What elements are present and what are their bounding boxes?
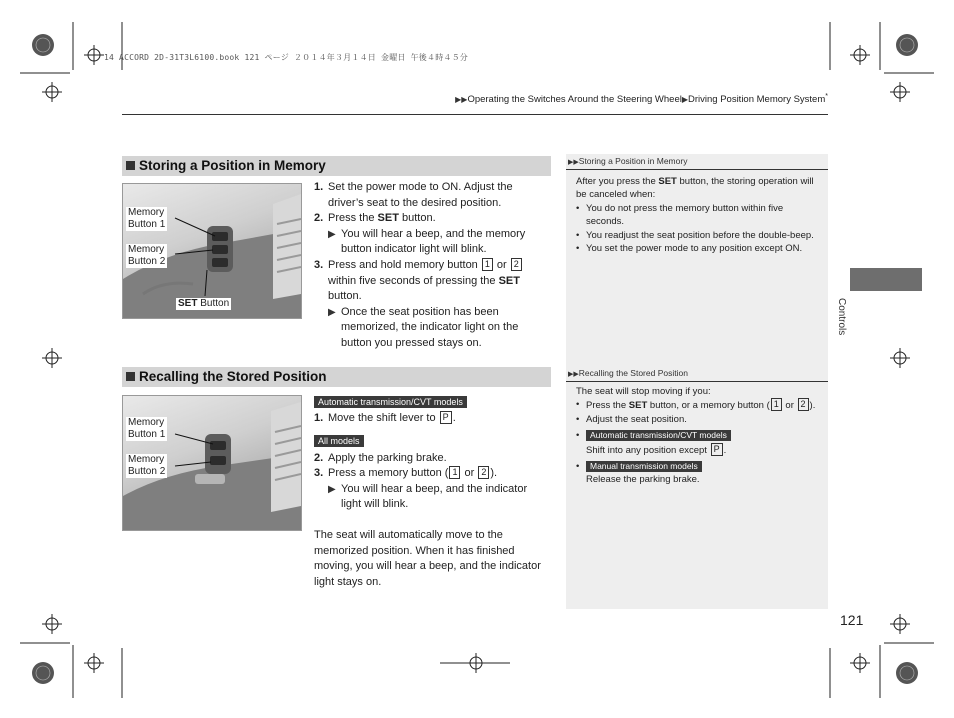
header-rule	[122, 114, 828, 115]
heading-text: Storing a Position in Memory	[139, 158, 326, 173]
breadcrumb-item[interactable]: Driving Position Memory System	[688, 94, 826, 106]
set-bold: SET	[498, 274, 520, 287]
note-bullet: • Adjust the seat position.	[576, 413, 818, 426]
memory-button-1-label: Memory Button 1	[128, 417, 166, 440]
sub-text: You will hear a beep, and the memory button indicator light will blink.	[341, 227, 526, 256]
note-bullet	[576, 460, 818, 487]
set-rest: Button	[197, 298, 230, 309]
note-text: .	[723, 444, 727, 456]
sub-text: You will hear a beep, and the indicator light will blink.	[341, 482, 528, 511]
step-2	[314, 211, 548, 227]
chapter-tab-label: Controls	[836, 298, 847, 336]
step-1	[314, 411, 548, 427]
step-text: ).	[490, 467, 498, 480]
sub-text: Once the seat position has been memorized, the indicator light on the button you pressed stays on.	[341, 305, 519, 349]
memory-button-2-label: Memory Button 2	[128, 454, 166, 477]
recall-paragraph: The seat will automatically move to the memorized position. When it has finished moving, you will hear a beep, and the indicator light stays on.	[314, 528, 541, 588]
arrow-icon: ▶	[328, 483, 336, 495]
model-badge: Automatic transmission/CVT models	[586, 430, 731, 441]
step-text: Move the shift lever to	[328, 412, 439, 424]
step-text: Set the power mode to ON. Adjust the driver’s seat to the desired position.	[328, 181, 513, 209]
note-text: button, or a memory button (	[647, 400, 770, 412]
step-3	[314, 258, 548, 305]
double-arrow-icon: ▶▶	[568, 159, 579, 166]
page-number: 121	[840, 612, 864, 628]
note-intro: The seat will stop moving if you:	[576, 386, 711, 397]
note-text: Release the parking brake.	[586, 474, 700, 486]
key-1-icon: 1	[771, 398, 782, 411]
set-bold: SET	[628, 400, 648, 412]
step-number: 2.	[314, 212, 324, 225]
model-badge: Manual transmission models	[586, 461, 702, 472]
note-body	[566, 170, 828, 255]
step-text: Press a memory button (	[328, 467, 449, 480]
step-3	[314, 466, 548, 482]
set-button-label	[176, 298, 231, 310]
step-text: Apply the parking brake.	[328, 451, 447, 464]
arrow-icon: ▶	[328, 306, 336, 318]
note-storing	[566, 156, 828, 255]
step-text: button.	[328, 290, 362, 303]
note-title-text: Storing a Position in Memory	[578, 156, 688, 166]
note-bullet	[576, 398, 818, 412]
print-info: 14 ACCORD 2D-31T3L6100.book 121 ページ ２０１４年３月１４日 金曜日 午後４時４５分	[104, 53, 469, 62]
key-1-icon: 1	[482, 258, 493, 271]
breadcrumb-item[interactable]: Operating the Switches Around the Steering Wheel	[467, 94, 682, 106]
set-bold: SET	[658, 176, 677, 187]
arrow-icon: ▶	[328, 228, 336, 240]
memory-button-1-label: Memory Button 1	[128, 207, 166, 230]
model-badge: Automatic transmission/CVT models	[314, 396, 467, 408]
breadcrumb	[455, 93, 828, 105]
note-body	[566, 382, 828, 487]
step-number: 3.	[314, 467, 324, 480]
note-text: button, the storing operation will be canceled when:	[576, 176, 814, 201]
step-text: .	[452, 412, 456, 424]
key-2-icon: 2	[511, 258, 522, 271]
note-text: or	[782, 400, 794, 412]
note-title	[566, 156, 828, 166]
note-bullet	[576, 429, 818, 457]
step-2	[314, 451, 548, 467]
note-bullet: • You do not press the memory button within five seconds.	[576, 202, 818, 229]
step-1	[314, 180, 548, 211]
step-text: Press and hold memory button	[328, 258, 481, 271]
note-title-text: Recalling the Stored Position	[578, 368, 688, 378]
step-number: 2.	[314, 451, 324, 464]
model-badge: All models	[314, 435, 364, 447]
step-text: or	[461, 467, 478, 480]
square-bullet-icon	[126, 161, 135, 170]
step-number: 3.	[314, 258, 324, 271]
footnote-mark: *	[825, 93, 828, 100]
key-2-icon: 2	[478, 466, 489, 479]
note-intro	[576, 175, 818, 202]
note-title	[566, 368, 828, 378]
note-text: ).	[809, 400, 816, 412]
key-p-icon: P	[440, 411, 452, 424]
double-arrow-icon: ▶▶	[568, 371, 579, 378]
set-bold: SET	[178, 298, 198, 309]
step-text: or	[493, 258, 510, 271]
note-text: Press the	[586, 400, 629, 412]
note-text: Shift into any position except	[586, 444, 710, 456]
key-1-icon: 1	[449, 466, 460, 479]
step-3-sub	[314, 482, 548, 513]
step-2-sub	[314, 227, 548, 258]
square-bullet-icon	[126, 372, 135, 381]
section-heading-recalling	[122, 367, 551, 387]
step-number: 1.	[314, 412, 324, 424]
step-text: within five seconds of pressing the	[328, 274, 499, 287]
recalling-steps	[314, 392, 548, 590]
arrow-icon: ▶	[681, 95, 688, 105]
double-arrow-icon: ▶▶	[455, 95, 468, 105]
chapter-tab[interactable]	[850, 268, 922, 291]
note-bullet: • You set the power mode to any position except ON.	[576, 242, 818, 255]
step-text: button.	[398, 212, 436, 225]
note-bullet: • You readjust the seat position before the double-beep.	[576, 229, 818, 242]
note-text: After you press the	[576, 176, 659, 187]
heading-text: Recalling the Stored Position	[139, 369, 327, 384]
step-3-sub	[314, 305, 548, 352]
section-heading-storing	[122, 156, 551, 176]
note-recalling	[566, 368, 828, 487]
set-bold: SET	[377, 212, 399, 225]
step-number: 1.	[314, 181, 324, 193]
memory-button-2-label: Memory Button 2	[128, 244, 166, 267]
storing-steps	[314, 180, 548, 352]
step-text: Press the	[328, 212, 378, 225]
key-2-icon: 2	[798, 398, 809, 411]
key-p-icon: P	[711, 443, 723, 456]
